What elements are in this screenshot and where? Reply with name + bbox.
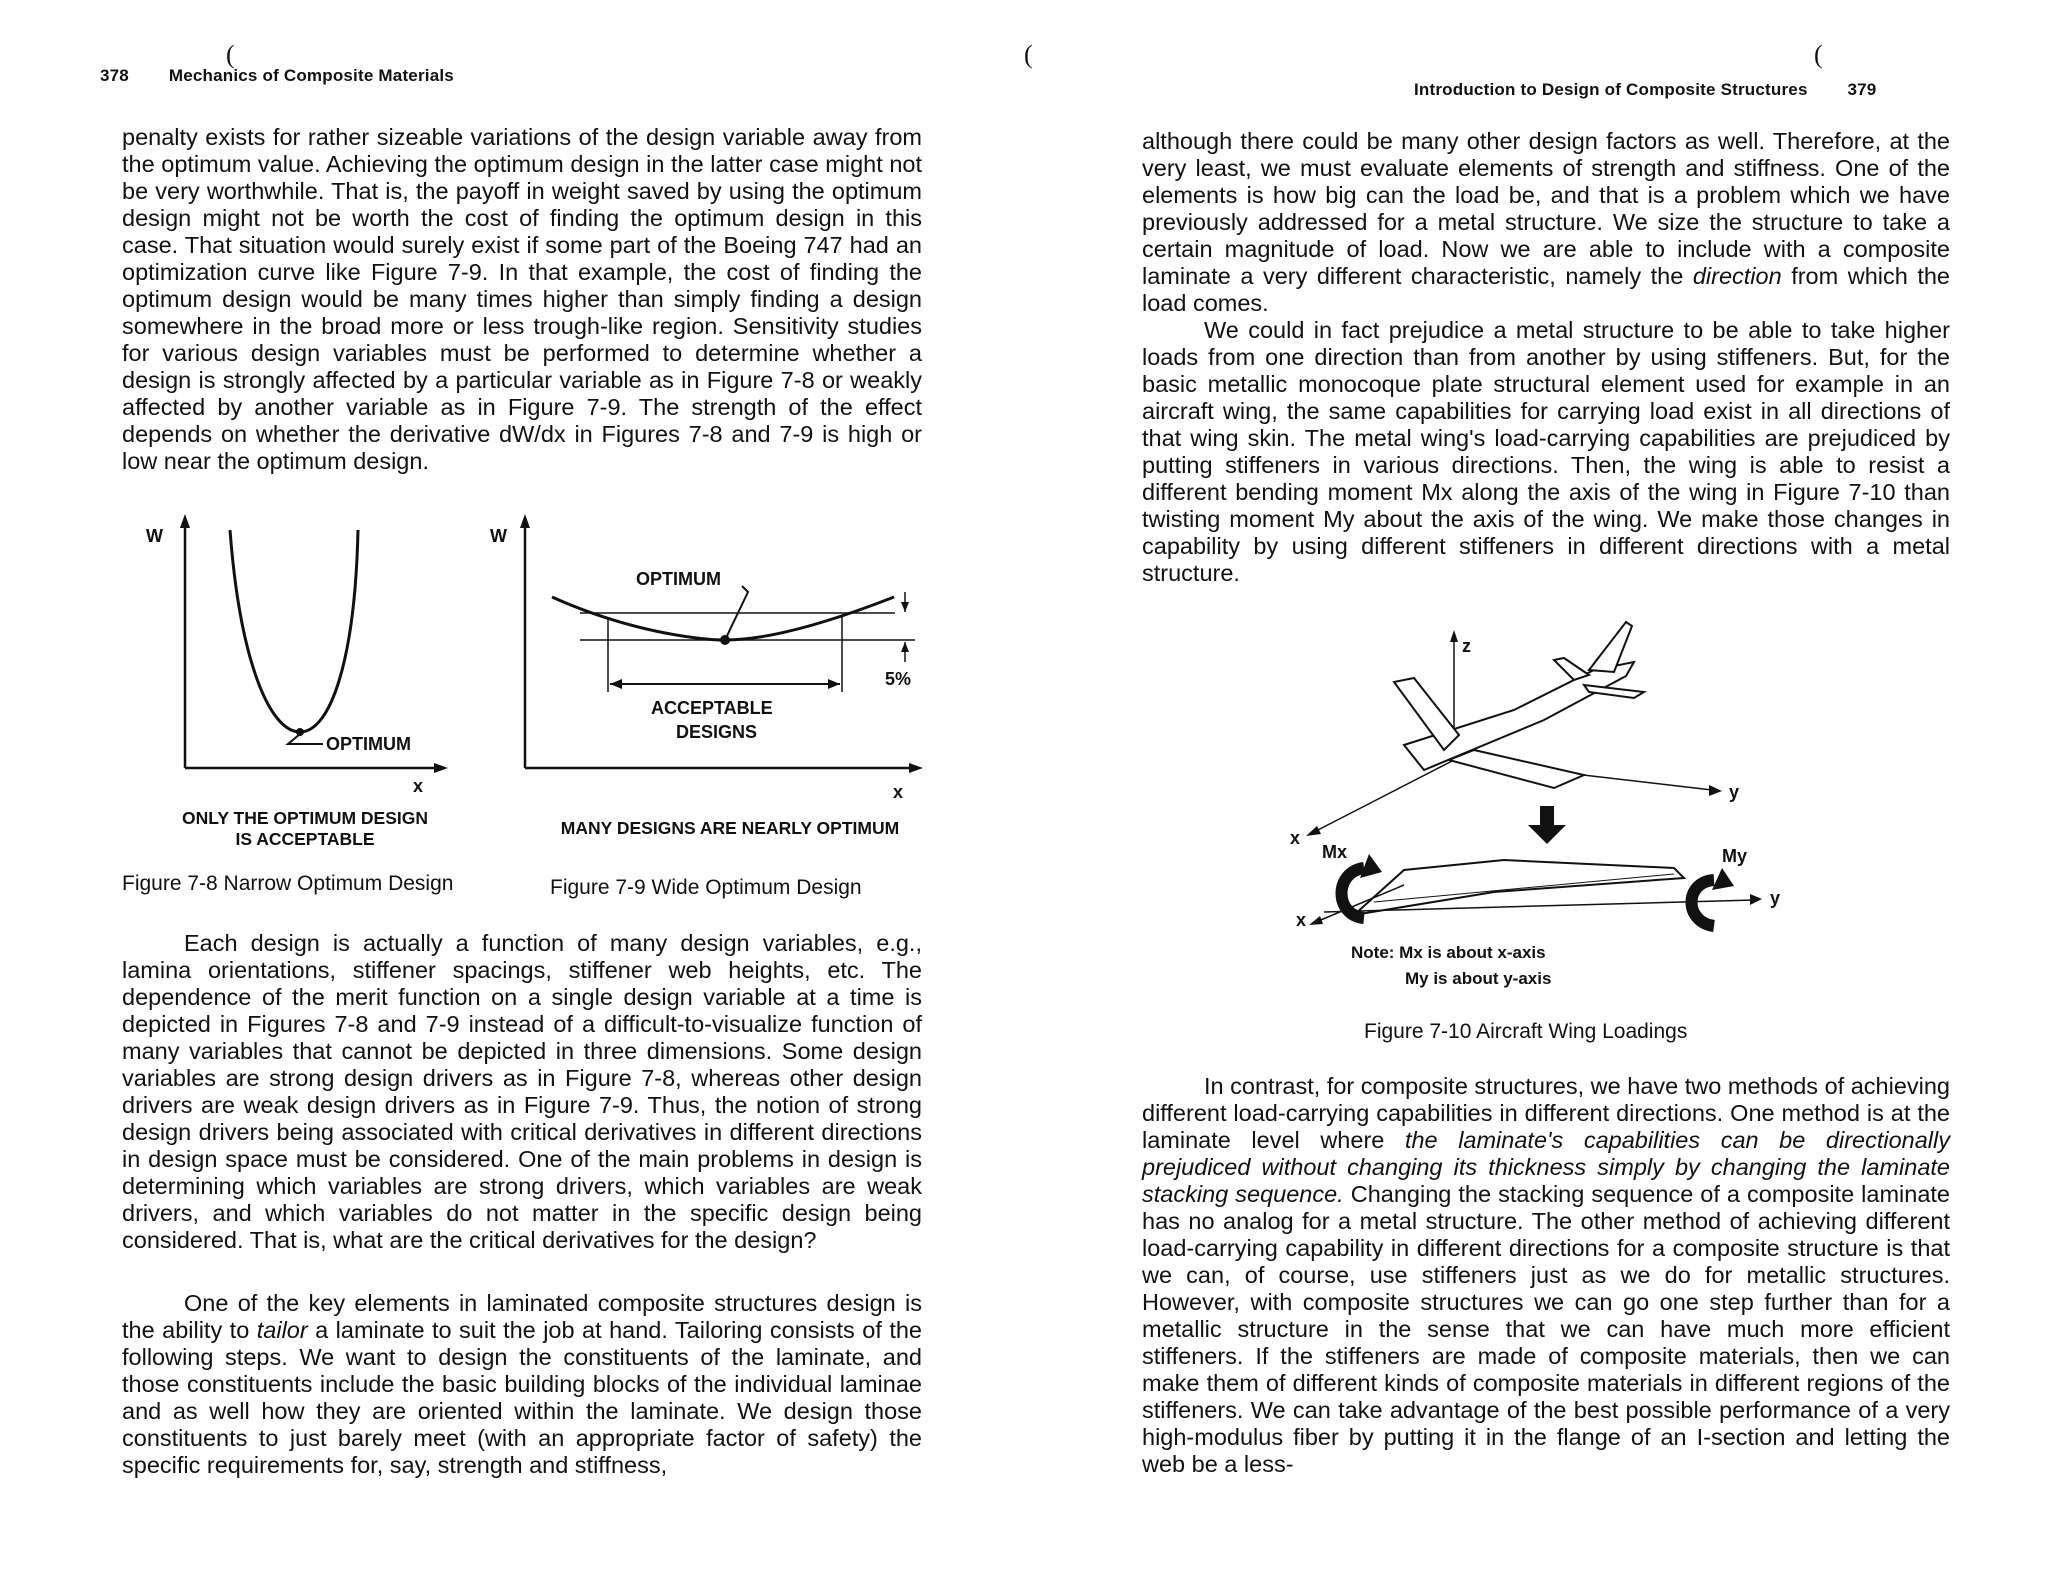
body-paragraph: In contrast, for composite structures, we have two methods of achieving different load-carrying capabilities in different directions. One method is at the laminate level where the laminate's capabilities can be directionally prejudiced without changing its thickness simply by changing the laminate stacking sequence. Changing the stacking sequence of a composite laminate has no analog for a metal structure. The other method of achieving different load-carrying capability in different directions for a composite structure is that we can, of course, use stiffeners just as we do for metallic structures. However, with composite structures we can go one step further than for a metallic structure in the sense that we can have much more efficient stiffeners. If the stiffeners are made of composite materials, then we can make them of different kinds of composite materials in different regions of the stiffeners. We can take advantage of the best possible performance of a very high-modulus fiber by putting it in the flange of an I-section and letting the web be a less- [1142, 1073, 1951, 1477]
fig78-optimum-label: OPTIMUM [326, 734, 411, 754]
running-header-right [1414, 80, 1876, 100]
figure-7-10-caption: Figure 7-10 Aircraft Wing Loadings [1364, 1020, 1688, 1043]
note-line-1: Note: Mx is about x-axis [1351, 943, 1546, 962]
mx-label: Mx [1322, 842, 1348, 862]
binding-mark: ( [1024, 40, 1033, 69]
right-page [1024, 0, 2048, 1582]
fig79-y-label: W [490, 526, 507, 546]
fig78-x-label: x [413, 776, 424, 796]
fig78-y-label: W [146, 526, 163, 546]
body-paragraph: We could in fact prejudice a metal structure to be able to take higher loads from one direction than from another by using stiffeners. But, for the basic metallic monocoque plate structural element used for example in an aircraft wing, the same capabilities for carrying load exist in all directions of that wing skin. The metal wing's load-carrying capabilities are prejudiced by putting stiffeners in various directions. Then, the wing is able to resist a different bending moment Mx along the axis of the wing in Figure 7-10 than twisting moment My about the axis of the wing. We make those changes in capability by using different stiffeners in different directions with a metal structure. [1142, 317, 1950, 586]
figure-7-9-plot [480, 512, 930, 802]
body-paragraph: penalty exists for rather sizeable variations of the design variable away from the optimum value. Achieving the optimum design in the latter case might not be very worthwhile. That is, the payoff in weight saved by using the optimum design might not be worth the cost of finding the optimum design in this case. That situation would surely exist if some part of the Boeing 747 had an optimization curve like Figure 7-9. In that example, the cost of finding the optimum design would be many times higher than simply finding a design somewhere in the broad more or less trough-like region. Sensitivity studies for various design variables must be performed to determine whether a design is strongly affected by a particular variable as in Figure 7-8 or weakly affected by another variable as in Figure 7-9. The strength of the effect depends on whether the derivative dW/dx in Figures 7-8 and 7-9 is high or low near the optimum design. [122, 124, 922, 474]
binding-mark: ( [226, 40, 235, 69]
fig78-sub-caption: ONLY THE OPTIMUM DESIGN IS ACCEPTABLE [182, 808, 428, 849]
body-paragraph: although there could be many other design factors as well. Therefore, at the very least, we must evaluate elements of strength and stiffness. One of the elements is how big can the load be, and that is a problem which we have previously addressed for a metal structure. We size the structure to take a certain magnitude of load. Now we are able to include with a composite laminate a very different characteristic, namely the direction from which the load comes. [1142, 128, 1950, 316]
running-head: Introduction to Design of Composite Structures [1414, 80, 1808, 99]
page-number: 379 [1847, 80, 1877, 99]
fig79-acceptable-label: ACCEPTABLE [651, 698, 773, 718]
y-axis-label-top: y [1729, 782, 1740, 802]
page-number: 378 [100, 66, 129, 85]
x-axis-label-bottom: x [1296, 910, 1307, 930]
binding-mark: ( [1814, 40, 1823, 69]
my-label: My [1722, 846, 1748, 866]
fig79-x-label: x [893, 782, 904, 802]
fig79-percent-label: 5% [885, 669, 912, 689]
figure-7-9-caption: Figure 7-9 Wide Optimum Design [550, 876, 862, 899]
z-axis-label: z [1462, 636, 1471, 656]
figure-7-10-diagram [1254, 600, 1854, 1000]
y-axis-label-bottom: y [1770, 888, 1781, 908]
note-line-2: My is about y-axis [1405, 969, 1552, 988]
running-header-left [100, 66, 454, 86]
fig79-designs-label: DESIGNS [676, 722, 758, 742]
fig79-optimum-label: OPTIMUM [636, 569, 721, 589]
body-paragraph: Each design is actually a function of many design variables, e.g., lamina orientations, stiffener spacings, stiffener web heights, etc. The dependence of the merit function on a single design variable at a time is depicted in Figures 7-8 and 7-9 instead of a difficult-to-visualize function of many variables that cannot be depicted in three dimensions. Some design variables are strong design drivers as in Figure 7-8, whereas other design drivers are weak design drivers as in Figure 7-9. Thus, the notion of strong design drivers being associated with critical derivatives in different directions in design space must be considered. One of the main problems in design is determining which variables are strong drivers, which variables are weak drivers, and which variables do not matter in the specific design being considered. That is, what are the critical derivatives for the design? [122, 930, 922, 1253]
figure-7-8-plot [130, 512, 470, 802]
running-head: Mechanics of Composite Materials [168, 66, 454, 85]
fig79-sub-caption: MANY DESIGNS ARE NEARLY OPTIMUM [560, 818, 900, 838]
body-paragraph: One of the key elements in laminated composite structures design is the ability to tailor a laminate to suit the job at hand. Tailoring consists of the following steps. We want to design the constituents of the laminate, and those constituents include the basic building blocks of the individual laminae and as well how they are oriented within the laminate. We design those constituents to just barely meet (with an appropriate factor of safety) the specific requirements for, say, strength and stiffness, [122, 1290, 922, 1478]
x-axis-label-top: x [1290, 828, 1301, 848]
figure-7-8-caption: Figure 7-8 Narrow Optimum Design [122, 872, 454, 895]
